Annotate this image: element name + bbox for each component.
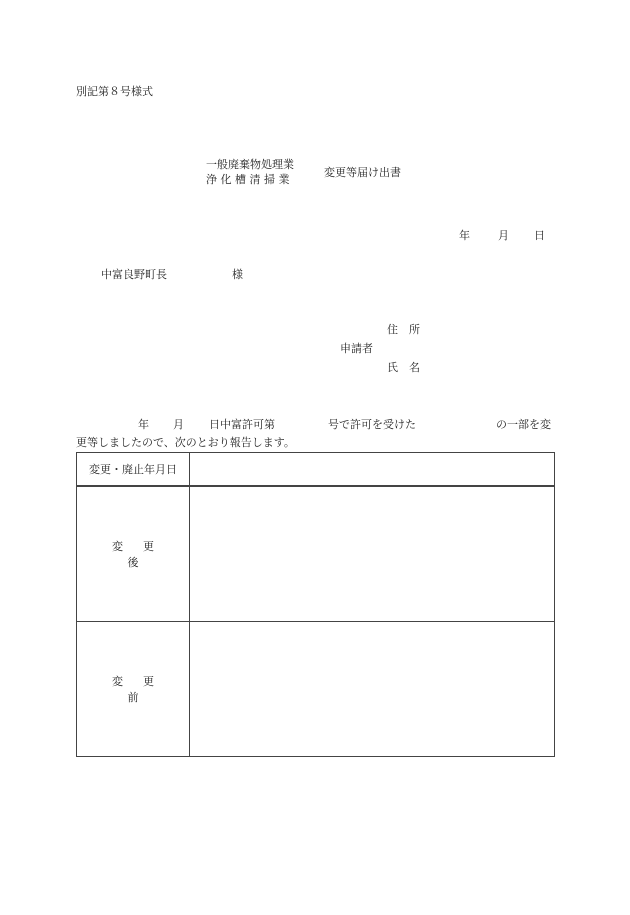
table-row bbox=[77, 622, 555, 757]
addressee-name: 中富良野町長 bbox=[101, 268, 167, 281]
applicant-name-label: 氏 名 bbox=[387, 361, 420, 374]
title-line-1: 一般廃棄物処理業 bbox=[206, 158, 294, 171]
before-change-field[interactable] bbox=[190, 622, 555, 757]
table-row bbox=[77, 486, 555, 622]
after-change-label: 変更後 bbox=[77, 486, 190, 622]
title-line-2: 浄 化 槽 清 掃 業 bbox=[206, 173, 290, 186]
form-number: 別記第８号様式 bbox=[76, 85, 153, 98]
after-change-field[interactable] bbox=[190, 486, 555, 622]
change-date-field[interactable] bbox=[190, 453, 555, 487]
body-month: 月 bbox=[173, 418, 184, 431]
table-row bbox=[77, 453, 555, 487]
body-day-text: 日中富許可第 bbox=[209, 418, 275, 431]
report-table bbox=[76, 452, 555, 757]
change-date-label: 変更・廃止年月日 bbox=[77, 453, 190, 487]
title-suffix: 変更等届け出書 bbox=[324, 166, 401, 179]
addressee-honorific: 様 bbox=[232, 268, 243, 281]
body-number-text: 号で許可を受けた bbox=[328, 418, 416, 431]
date-month: 月 bbox=[498, 229, 509, 242]
body-line-2: 更等しましたので、次のとおり報告します。 bbox=[76, 436, 295, 449]
applicant-address-label: 住 所 bbox=[387, 323, 420, 336]
date-day: 日 bbox=[534, 229, 545, 242]
body-year: 年 bbox=[138, 418, 149, 431]
before-change-label: 変更前 bbox=[77, 622, 190, 757]
body-part-text: の一部を変 bbox=[496, 418, 551, 431]
applicant-role-label: 申請者 bbox=[340, 342, 373, 355]
date-year: 年 bbox=[459, 229, 470, 242]
